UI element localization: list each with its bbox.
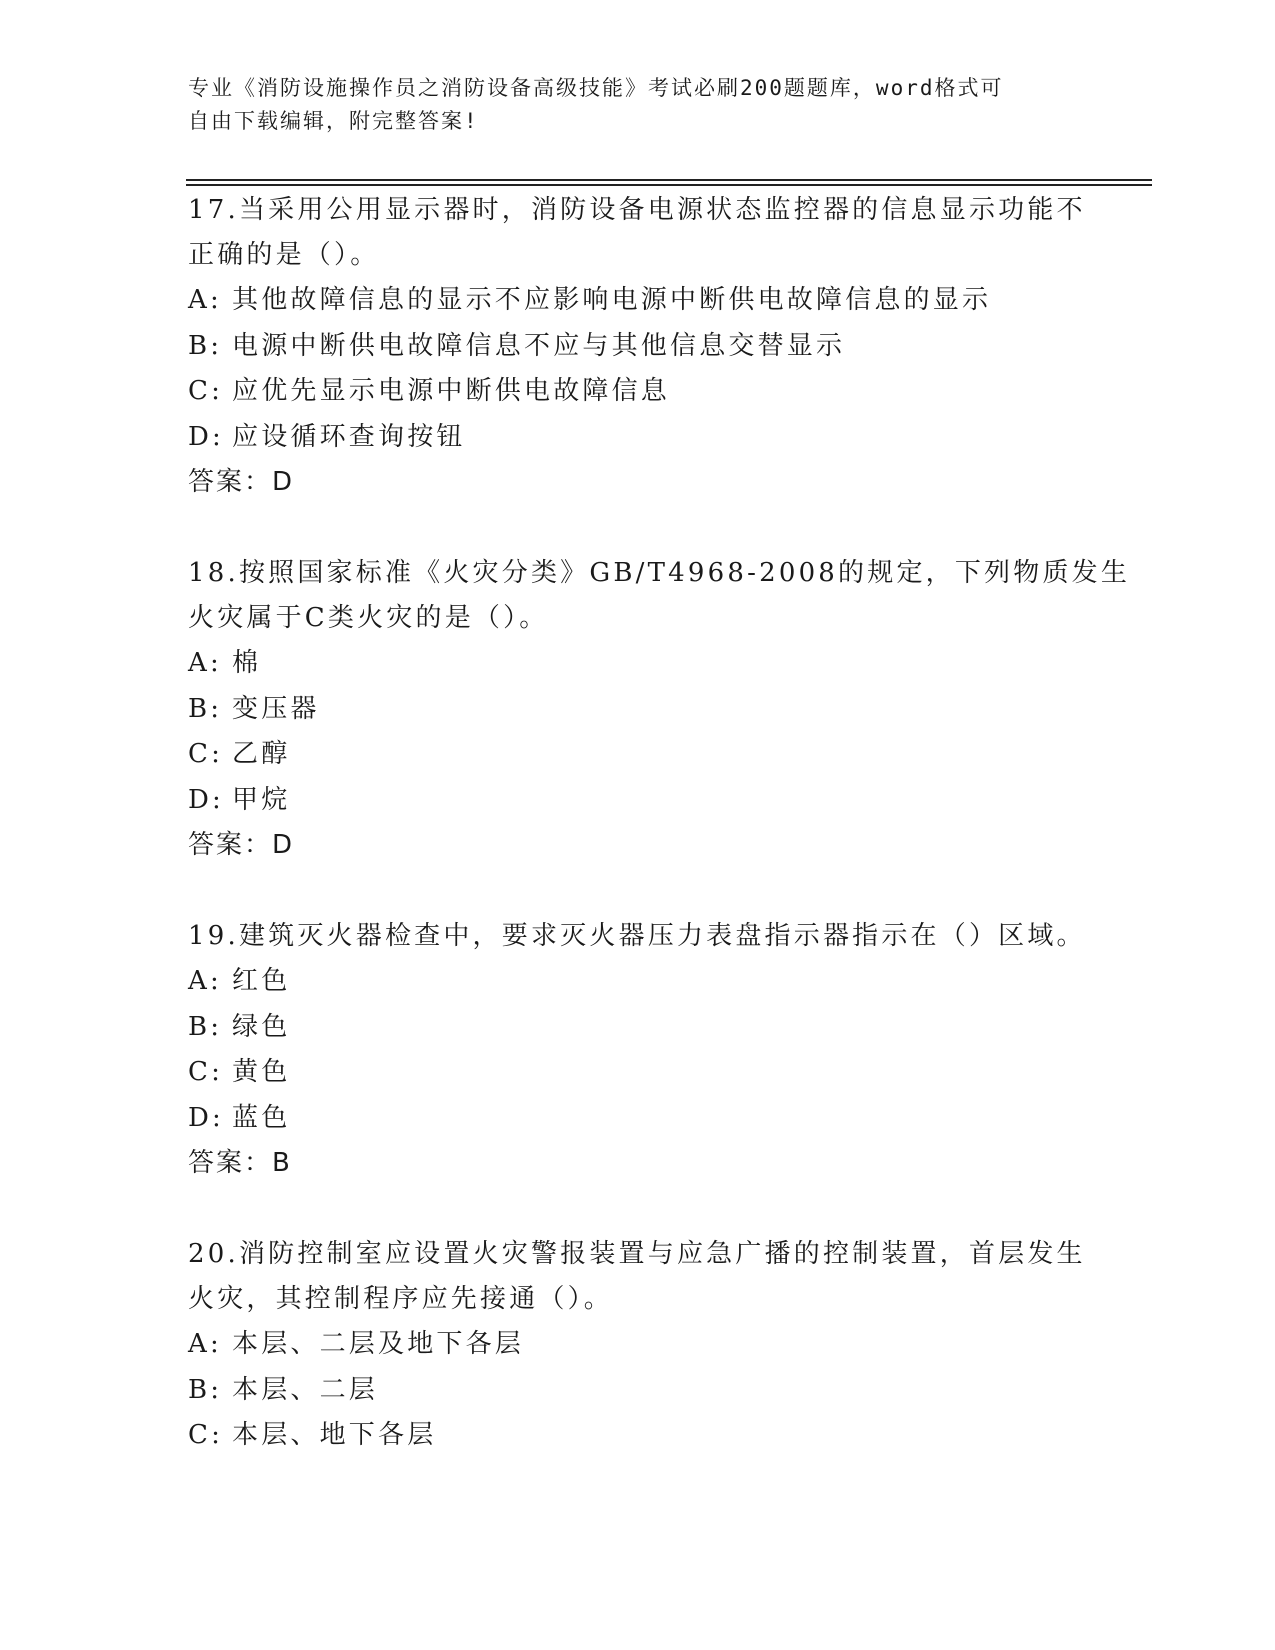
question-stem bbox=[188, 551, 1131, 641]
option-text: 绿色 bbox=[232, 1011, 291, 1042]
option-d bbox=[188, 1096, 1088, 1142]
option-text: 蓝色 bbox=[232, 1102, 291, 1133]
option-b bbox=[188, 324, 1088, 370]
option-letter: D: bbox=[188, 1102, 225, 1133]
option-text: 棉 bbox=[232, 648, 262, 678]
option-d bbox=[188, 415, 1088, 461]
option-a bbox=[188, 641, 1088, 687]
option-letter: B: bbox=[188, 330, 223, 361]
option-letter: A: bbox=[188, 966, 222, 996]
question-18 bbox=[188, 551, 1131, 868]
option-text: 应优先显示电源中断供电故障信息 bbox=[232, 376, 671, 406]
stem-line: 火灾属于C类火灾的是（）。 bbox=[188, 603, 549, 633]
question-17 bbox=[188, 188, 1088, 505]
option-text: 乙醇 bbox=[232, 739, 291, 769]
option-c bbox=[188, 1413, 1088, 1459]
option-letter: D: bbox=[188, 421, 225, 452]
option-text: 本层、地下各层 bbox=[232, 1420, 437, 1450]
question-spacer bbox=[188, 505, 1088, 551]
option-letter: B: bbox=[188, 693, 223, 724]
option-text: 本层、二层及地下各层 bbox=[232, 1329, 525, 1359]
answer-line: 答案：B bbox=[188, 1148, 292, 1178]
option-letter: C: bbox=[188, 376, 224, 406]
header-divider-bottom bbox=[186, 184, 1152, 186]
option-c bbox=[188, 732, 1088, 778]
option-b bbox=[188, 1005, 1088, 1051]
option-letter: A: bbox=[188, 285, 222, 315]
option-b bbox=[188, 687, 1088, 733]
stem-line: 正确的是（）。 bbox=[188, 240, 380, 270]
stem-line: 18.按照国家标准《火灾分类》GB/T4968-2008的规定，下列物质发生 bbox=[188, 558, 1131, 588]
option-letter: C: bbox=[188, 1057, 224, 1087]
question-spacer bbox=[188, 1186, 1088, 1232]
option-a bbox=[188, 959, 1088, 1005]
option-text: 甲烷 bbox=[232, 784, 291, 815]
question-stem bbox=[188, 1232, 1088, 1322]
question-stem bbox=[188, 188, 1088, 278]
option-b bbox=[188, 1368, 1088, 1414]
option-c bbox=[188, 1050, 1088, 1096]
stem-line: 19.建筑灭火器检查中，要求灭火器压力表盘指示器指示在（）区域。 bbox=[188, 921, 1086, 951]
question-19 bbox=[188, 914, 1088, 1186]
question-stem bbox=[188, 914, 1088, 959]
option-letter: D: bbox=[188, 784, 225, 815]
option-text: 红色 bbox=[232, 966, 291, 996]
stem-line: 火灾，其控制程序应先接通（）。 bbox=[188, 1284, 614, 1314]
answer-line: 答案：D bbox=[188, 467, 295, 497]
option-letter: A: bbox=[188, 648, 222, 678]
option-d bbox=[188, 778, 1088, 824]
option-letter: B: bbox=[188, 1374, 223, 1405]
question-20 bbox=[188, 1232, 1088, 1459]
stem-line: 17.当采用公用显示器时，消防设备电源状态监控器的信息显示功能不 bbox=[188, 195, 1086, 225]
option-letter: C: bbox=[188, 739, 224, 769]
document-header bbox=[188, 72, 1068, 138]
option-c bbox=[188, 369, 1088, 415]
option-text: 本层、二层 bbox=[232, 1374, 379, 1405]
header-line-1: 专业《消防设施操作员之消防设备高级技能》考试必刷200题题库，word格式可 bbox=[188, 76, 1004, 100]
option-text: 其他故障信息的显示不应影响电源中断供电故障信息的显示 bbox=[232, 285, 992, 315]
option-letter: B: bbox=[188, 1011, 223, 1042]
option-letter: A: bbox=[188, 1329, 222, 1359]
option-text: 应设循环查询按钮 bbox=[232, 421, 466, 452]
answer-line: 答案：D bbox=[188, 830, 295, 860]
option-text: 变压器 bbox=[232, 693, 320, 724]
header-divider-top bbox=[186, 179, 1152, 181]
option-a bbox=[188, 278, 1088, 324]
question-spacer bbox=[188, 868, 1088, 914]
stem-line: 20.消防控制室应设置火灾警报装置与应急广播的控制装置，首层发生 bbox=[188, 1239, 1086, 1269]
header-line-2: 自由下载编辑，附完整答案! bbox=[188, 109, 479, 133]
question-list bbox=[188, 188, 1131, 1459]
option-letter: C: bbox=[188, 1420, 224, 1450]
option-text: 黄色 bbox=[232, 1057, 291, 1087]
option-a bbox=[188, 1322, 1088, 1368]
option-text: 电源中断供电故障信息不应与其他信息交替显示 bbox=[232, 330, 846, 361]
